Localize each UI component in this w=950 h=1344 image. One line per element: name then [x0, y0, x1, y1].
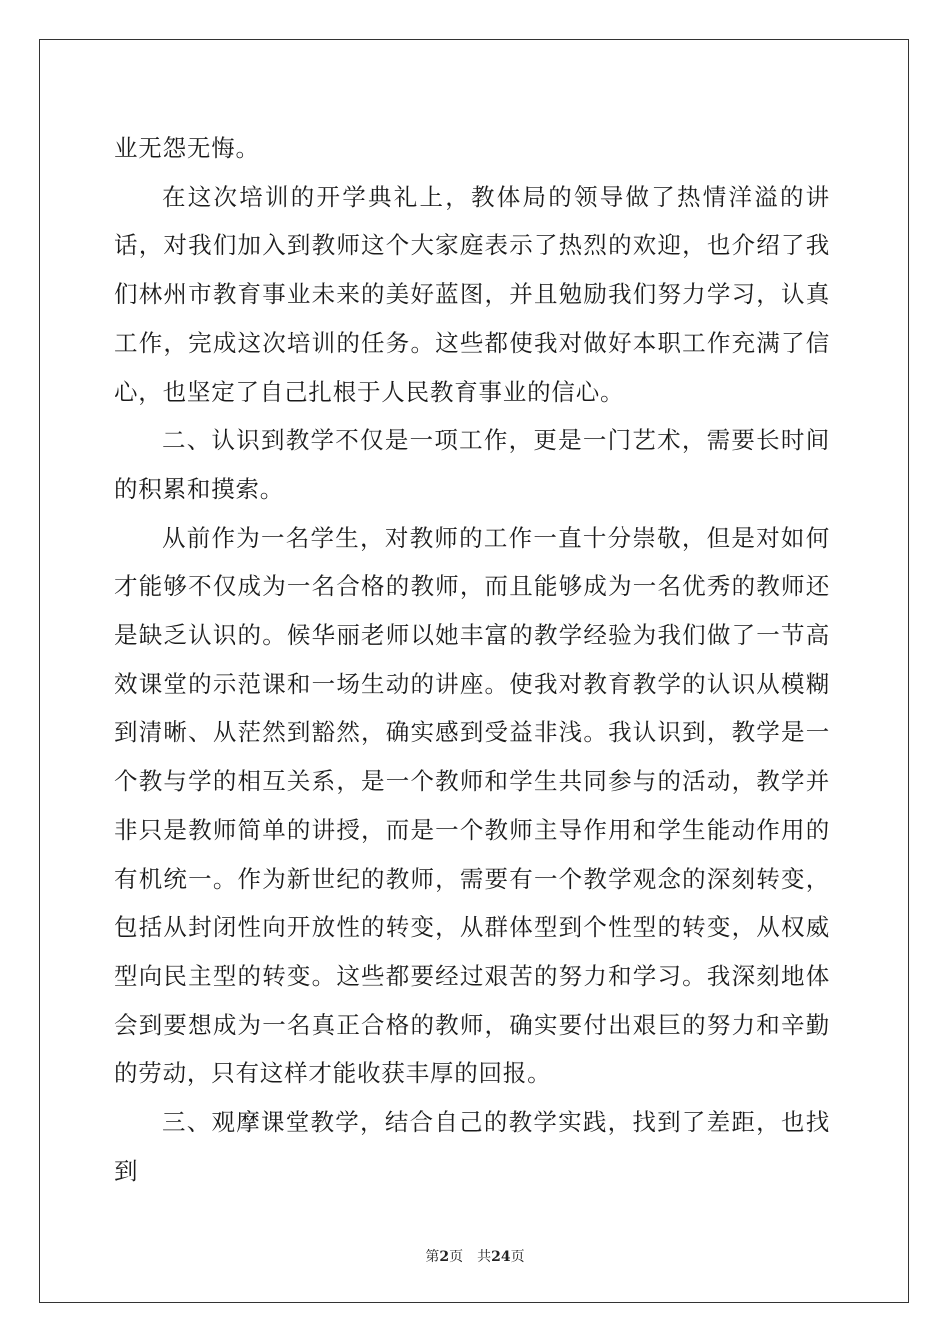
paragraph-3: 二、认识到教学不仅是一项工作，更是一门艺术，需要长时间的积累和摸索。 [114, 426, 830, 503]
page-suffix: 页 [449, 1249, 464, 1265]
paragraph-4: 从前作为一名学生，对教师的工作一直十分崇敬，但是对如何才能够不仅成为一名合格的教师，而且能够成为一名优秀的教师还是缺乏认识的。候华丽老师以她丰富的教学经验为我们做了一节高效课堂的示范课和一场生动的讲座。使我对教育教学的认识从模糊到清晰、从茫然到豁然，确实感到受益非浅。我认识到，教学是一个教与学的相互关系，是一个教师和学生共同参与的活动，教学并非只是教师简单的讲授，而是一个教师主导作用和学生能动作用的有机统一。作为新世纪的教师，需要有一个教学观念的深刻转变，包括从封闭性向开放性的转变，从群体型到个性型的转变，从权威型向民主型的转变。这些都要经过艰苦的努力和学习。我深刻地体会到要想成为一名真正合格的教师，确实要付出艰巨的努力和辛勤的劳动，只有这样才能收获丰厚的回报。 [114, 523, 830, 1088]
page-number: 2 [439, 1249, 450, 1265]
paragraph-1: 业无怨无悔。 [114, 134, 260, 162]
paragraph-5: 三、观摩课堂教学，结合自己的教学实践，找到了差距，也找到 [114, 1108, 830, 1185]
page-footer [0, 1246, 950, 1266]
document-body [114, 124, 830, 1195]
total-prefix: 共 [477, 1249, 492, 1265]
total-suffix: 页 [510, 1249, 525, 1265]
page-prefix: 第 [425, 1249, 440, 1265]
paragraph-2: 在这次培训的开学典礼上，教体局的领导做了热情洋溢的讲话，对我们加入到教师这个大家庭表示了热烈的欢迎，也介绍了我们林州市教育事业未来的美好蓝图，并且勉励我们努力学习，认真工作，完成这次培训的任务。这些都使我对做好本职工作充满了信心，也坚定了自己扎根于人民教育事业的信心。 [114, 182, 830, 406]
total-pages: 24 [491, 1249, 511, 1265]
